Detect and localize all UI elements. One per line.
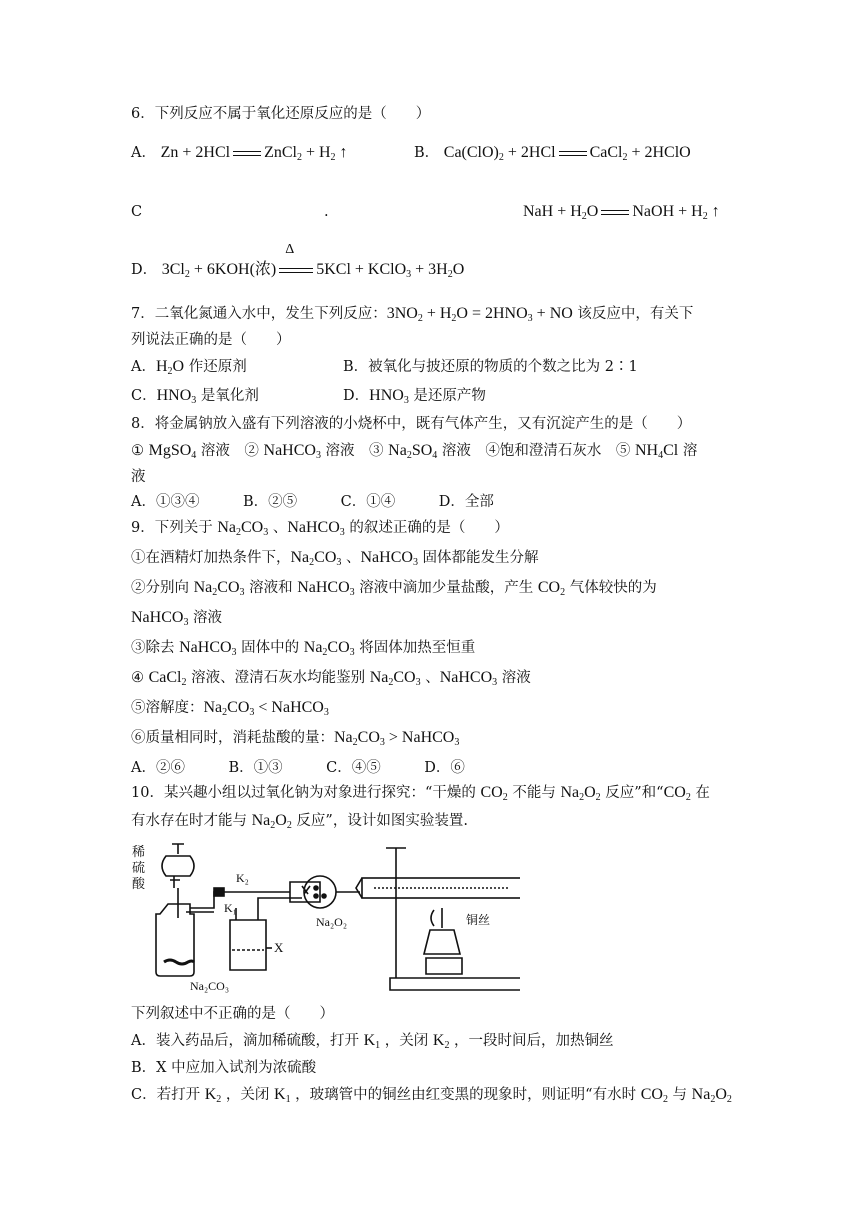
q10-option-c: C．若打开 $K_2$ ，关闭 $K_1$ ，玻璃管中的铜丝由红变黑的现象时，则证明“有水时 $CO_2$ 与 $Na_2O_2$	[131, 1086, 732, 1105]
acid-label-2: 硫	[132, 860, 146, 875]
q10-stem: 10．某兴趣小组以过氧化钠为对象进行探究：“干燥的 $CO_2$ 不能与 $Na_2O_2$ 反应”和“$CO_2$ 在	[131, 784, 710, 803]
apparatus-figure	[130, 838, 520, 1003]
q9-statement-6: ⑥质量相同时，消耗盐酸的量：$Na_2CO_3$ > NaHCO$_3$	[131, 729, 460, 748]
q6-a-label: A．	[131, 145, 156, 161]
q8-items: ① MgSO$_4$ 溶液 ② NaHCO$_3$ 溶液 ③ $Na_2SO_4$ 溶液 ④饱和澄清石灰水 ⑤ $NH_4Cl$ 溶	[131, 442, 698, 461]
q8-stem: 8．将金属钠放入盛有下列溶液的小烧杯中，既有气体产生，又有沉淀产生的是（ ）	[131, 416, 692, 432]
q7-stem: 7．二氧化氮通入水中，发生下列反应：$3NO_2 + H_2O = 2HNO_3$ + NO 该反应中，有关下	[131, 305, 694, 324]
acid-label-1: 稀	[132, 844, 146, 859]
q6-c-dot: .	[324, 204, 329, 220]
q6-d-formula: $3Cl_2 + 6KOH$(浓) Δ 5KCl + KClO$_3$ + $3H_2O$	[161, 242, 465, 280]
q7-option-d: D．$HNO_3$ 是还原产物	[343, 387, 486, 406]
copper-label: 铜丝	[466, 913, 491, 927]
q6-option-d	[131, 242, 465, 280]
q9-stem: 9．下列关于 $Na_2CO_3$ 、NaHCO$_3$ 的叙述正确的是（ ）	[131, 519, 509, 538]
q10-question: 下列叙述中不正确的是（ ）	[131, 1006, 334, 1022]
q6-a-formula: Zn + 2HCl ZnCl$_2$ + $H_2$ ↑	[160, 144, 348, 163]
q9-statement-5: ⑤溶解度：$Na_2CO_3$ < NaHCO$_3$	[131, 699, 329, 718]
q6-c-formula: NaH + $H_2O$ NaOH + $H_2$ ↑	[523, 203, 720, 222]
q9-options: A．②⑥ B．①③ C．④⑤ D．⑥	[131, 760, 465, 776]
acid-label-3: 酸	[132, 876, 146, 891]
q7-option-b: B．被氧化与披还原的物质的个数之比为 2∶1	[343, 359, 638, 375]
q6-d-label: D．	[131, 262, 158, 278]
q9-statement-3: ③除去 NaHCO$_3$ 固体中的 $Na_2CO_3$ 将固体加热至恒重	[131, 639, 476, 658]
q7-option-a: A．$H_2O$ 作还原剂	[131, 358, 247, 377]
k2-label: K₂	[236, 871, 249, 885]
q9-statement-2b: NaHCO$_3$ 溶液	[131, 609, 223, 628]
q7-stem-2: 列说法正确的是（ ）	[131, 332, 291, 348]
q6-option-a	[131, 143, 348, 163]
q8-options: A．①③④ B．②⑤ C．①④ D．全部	[131, 494, 494, 510]
q6-option-b	[414, 143, 691, 163]
q9-statement-2: ②分别向 $Na_2CO_3$ 溶液和 NaHCO$_3$ 溶液中滴加少量盐酸，产生 $CO_2$ 气体较快的为	[131, 579, 657, 598]
x-label: X	[274, 940, 284, 955]
q8-items-2: 液	[131, 469, 146, 485]
na2o2-label: Na₂O₂	[316, 915, 348, 929]
q9-statement-4: ④ CaCl$_2$ 溶液、澄清石灰水均能鉴别 $Na_2CO_3$ 、NaHCO$_3$ 溶液	[131, 669, 531, 688]
q6-stem: 6．下列反应不属于氧化还原反应的是（ ）	[131, 106, 431, 122]
q10-stem-2: 有水存在时才能与 $Na_2O_2$ 反应”，设计如图实验装置.	[131, 812, 468, 831]
q6-b-label: B．	[414, 145, 440, 161]
na2co3-label: Na₂CO₃	[190, 979, 230, 993]
q9-statement-1: ①在酒精灯加热条件下，$Na_2CO_3$ 、NaHCO$_3$ 固体都能发生分解	[131, 549, 539, 568]
k1-label: K₁	[224, 901, 237, 915]
q6-b-formula: $Ca(ClO)_2 + 2HCl$ CaCl$_2$ + 2HClO	[443, 144, 691, 163]
q10-option-a: A．装入药品后，滴加稀硫酸，打开 $K_1$ ，关闭 $K_2$ ，一段时间后，加热铜丝	[131, 1032, 614, 1051]
q7-option-c: C．$HNO_3$ 是氧化剂	[131, 387, 259, 406]
q10-option-b: B．X 中应加入试剂为浓硫酸	[131, 1060, 317, 1076]
q6-c-label: C	[131, 204, 143, 220]
